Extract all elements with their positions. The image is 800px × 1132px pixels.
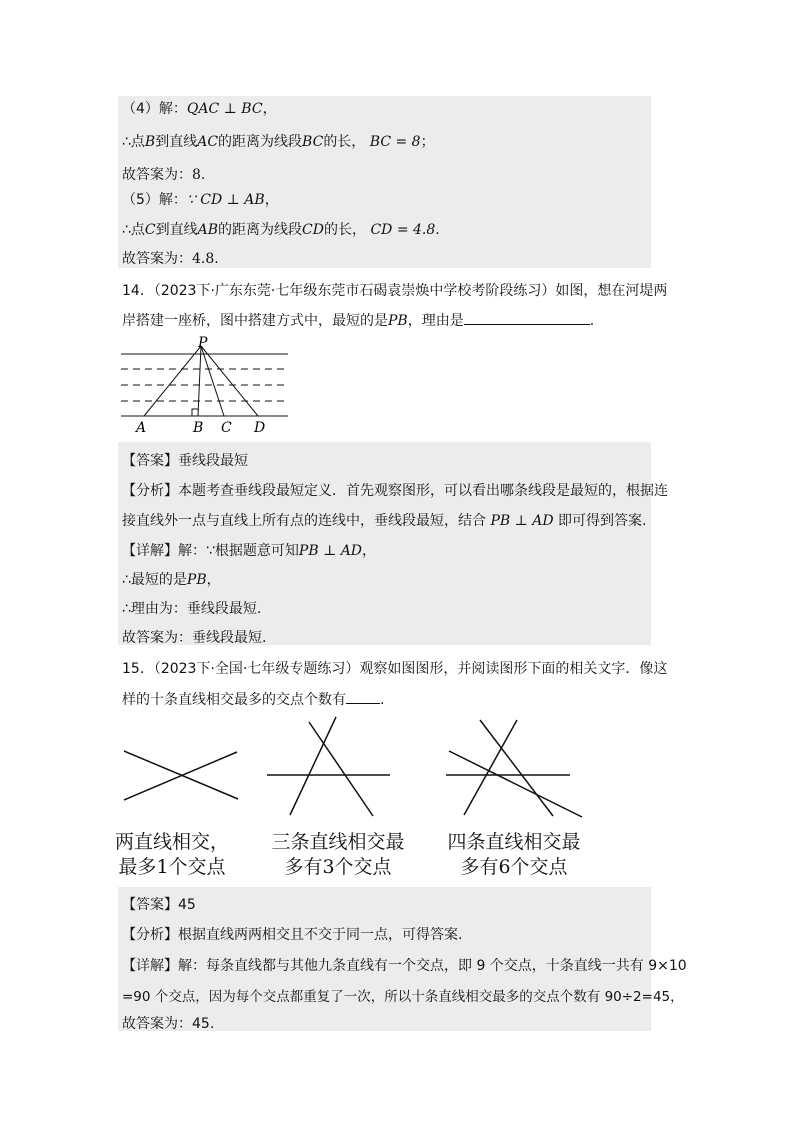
answer-blank <box>346 691 380 704</box>
q14-detail-line4: 故答案为：垂线段最短. <box>122 630 267 646</box>
q15-detail-line2: =90 个交点，因为每个交点都重复了一次，所以十条直线相交最多的交点个数有 90÷2=45， <box>122 989 684 1005</box>
label-D: D <box>254 420 266 436</box>
punct: ， <box>362 543 377 559</box>
math-segment: CD <box>302 222 324 238</box>
analysis-text: 根据直线两两相交且不交于同一点，可得答案. <box>178 927 463 943</box>
part4-label: （4）解： <box>122 101 187 117</box>
punct: . <box>200 167 206 183</box>
math-point: C <box>144 222 156 238</box>
q14-answer <box>122 450 248 470</box>
part5-condition: ∵ CD ⊥ AB <box>186 192 265 208</box>
punct: . <box>380 692 385 708</box>
label-A: A <box>136 420 147 436</box>
text: ∴最短的是 <box>122 572 187 588</box>
text: 到直线 <box>155 134 198 150</box>
text: ，理由是 <box>407 313 464 329</box>
math-equation: BC = 8 <box>369 134 421 150</box>
text: 样的十条直线相交最多的交点个数有 <box>122 692 346 708</box>
math-expression: PB ⊥ AD <box>298 543 363 559</box>
math-line: AC <box>197 134 219 150</box>
answer-tag: 【答案】 <box>122 453 178 469</box>
punct: ， <box>264 192 279 208</box>
caption-line: 两直线相交， <box>114 831 229 853</box>
part4-condition: QAC ⊥ BC <box>186 101 263 117</box>
answer-tag: 【答案】 <box>122 897 178 913</box>
analysis-text: 本题考查垂线段最短定义．首先观察图形，可以看出哪条线段是最短的，根据连 <box>178 483 668 499</box>
river-bridge-figure <box>118 336 293 436</box>
math-expression: PB ⊥ AD <box>490 513 554 529</box>
math-equation: CD = 4.8 <box>370 222 436 238</box>
part5-label: （5）解： <box>122 192 187 208</box>
q15-analysis <box>122 924 462 944</box>
q14-stem-line1: 14．（2023下·广东东莞·七年级东莞市石碣袁崇焕中学校考阶段练习）如图，想在河堤两 <box>122 283 668 299</box>
q13-answer5 <box>122 248 219 268</box>
punct: . <box>214 251 219 267</box>
text: 接直线外一点与直线上所有点的连线中，垂线段最短，结合 <box>122 513 486 529</box>
q15-answer <box>122 894 196 914</box>
q13-part5-line <box>122 189 279 209</box>
text: 到直线 <box>155 222 198 238</box>
q14-detail-line2 <box>122 569 221 589</box>
fig2-line2 <box>290 717 336 815</box>
punct: . <box>435 222 440 238</box>
text: ∴点 <box>122 222 145 238</box>
text: 即可得到答案. <box>558 513 647 529</box>
answer-text: 垂线段最短 <box>178 453 248 469</box>
answer-value: 4.8 <box>192 251 215 267</box>
caption-line: 最多1个交点 <box>118 856 226 878</box>
label-C: C <box>221 420 232 436</box>
q15-stem-line1: 15．（2023下·全国·七年级专题练习）观察如图图形，并阅读图形下面的相关文字．像这 <box>122 661 668 677</box>
caption-three-lines <box>258 830 418 880</box>
math-segment: PB <box>388 313 408 329</box>
caption-line: 多有6个交点 <box>460 856 568 878</box>
fig2-line3 <box>309 722 373 816</box>
q14-analysis-line2 <box>122 510 646 530</box>
punct: ； <box>420 134 435 150</box>
fig1-line2 <box>124 752 237 800</box>
intersecting-lines-figure <box>110 712 590 824</box>
math-line: AB <box>197 222 219 238</box>
segment-PC <box>201 346 224 416</box>
q13-answer4 <box>122 164 205 184</box>
caption-two-lines <box>104 830 240 880</box>
answer-blank <box>464 312 590 325</box>
text: 的距离为线段 <box>218 222 303 238</box>
punct: ， <box>206 572 221 588</box>
detail-tag: 【详解】 <box>122 543 178 559</box>
analysis-tag: 【分析】 <box>122 927 178 943</box>
detail-tag: 【详解】 <box>122 958 178 974</box>
text: 解：∵根据题意可知 <box>178 543 299 559</box>
q15-detail-line3: 故答案为：45. <box>122 1016 215 1032</box>
answer-label: 故答案为： <box>122 167 192 183</box>
answer-text: 45 <box>178 897 196 913</box>
q13-part4-line <box>122 98 277 118</box>
segment-PB <box>198 346 201 416</box>
q14-analysis-line1 <box>122 480 668 500</box>
caption-line: 三条直线相交最 <box>271 831 405 853</box>
label-P: P <box>198 336 208 351</box>
punct: . <box>589 313 595 329</box>
q14-detail-line1 <box>122 540 376 560</box>
detail-text: 解：每条直线都与其他九条直线有一个交点，即 9 个交点，十条直线一共有 9×10 <box>178 958 687 974</box>
answer-value: 8 <box>192 167 201 183</box>
caption-line: 多有3个交点 <box>284 856 392 878</box>
text: 的长， <box>323 222 366 238</box>
math-segment: PB <box>186 572 207 588</box>
caption-line: 四条直线相交最 <box>447 831 581 853</box>
segment-PA <box>144 346 201 416</box>
analysis-tag: 【分析】 <box>122 483 178 499</box>
text: 的长， <box>323 134 366 150</box>
caption-four-lines <box>434 830 594 880</box>
right-angle-mark <box>192 409 198 416</box>
text: ∴点 <box>122 134 145 150</box>
segment-PD <box>201 346 258 416</box>
math-point: B <box>144 134 156 150</box>
q13-part4-reason <box>122 131 435 151</box>
q13-part5-reason <box>122 219 440 239</box>
label-B: B <box>193 420 204 436</box>
punct: ， <box>262 101 277 117</box>
q15-stem-line2 <box>122 689 384 709</box>
q14-detail-line3: ∴理由为：垂线段最短. <box>122 601 262 617</box>
text: 岸搭建一座桥，图中搭建方式中，最短的是 <box>122 313 388 329</box>
q14-stem-line2 <box>122 310 594 330</box>
text: 的距离为线段 <box>218 134 303 150</box>
math-segment: BC <box>302 134 324 150</box>
answer-label: 故答案为： <box>122 251 192 267</box>
q15-detail-line1 <box>122 955 687 975</box>
